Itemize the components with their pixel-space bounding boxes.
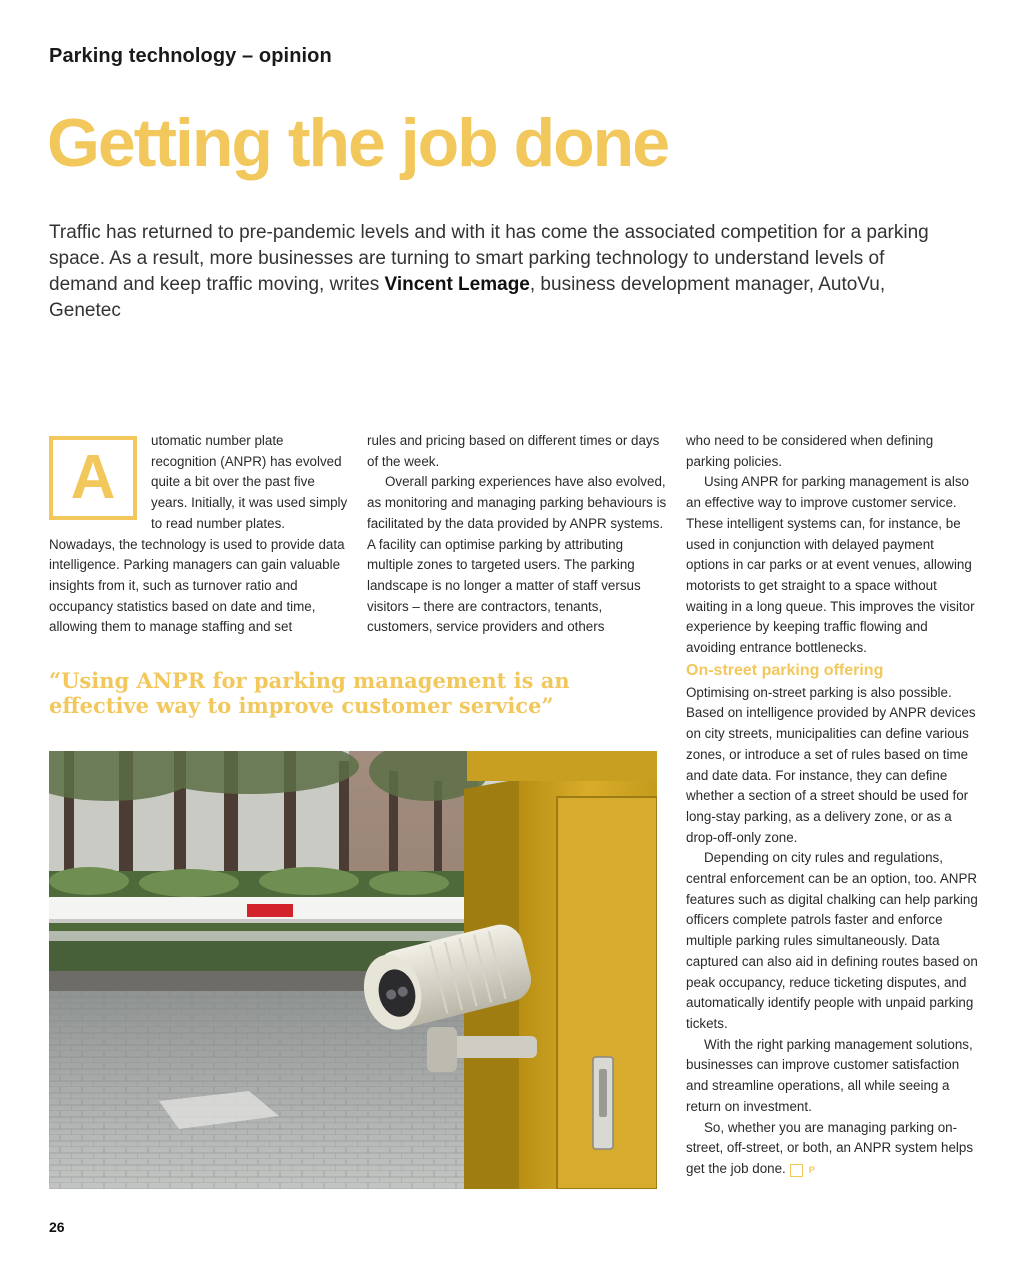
photo-illustration [49, 751, 657, 1189]
article-column-2 [367, 431, 667, 638]
paragraph-6: With the right parking management solutions, businesses can improve customer satisfaction and streamline operations, all while seeing a return on investment. [686, 1036, 973, 1114]
page-number: 26 [49, 1219, 65, 1235]
paragraph-2-part-1: Overall parking experiences have also evolved, as monitoring and managing parking behaviours is facilitated by the data provided by ANPR systems. A facility can optimise parking by attributing multiple zones to targeted users. The parking landscape is no longer a matter of staff versus visitors – there are contractors, tenants, customers, service providers and others [367, 474, 667, 635]
headline: Getting the job done [47, 105, 669, 181]
subhead-on-street: On-street parking offering [686, 661, 884, 679]
paragraph-3: Using ANPR for parking management is also an effective way to improve customer service. These intelligent systems can, for instance, be used in conjunction with delayed payment options in car parks or at event venues, allowing motorists to get straight to a space without waiting in a long queue. This improves the visitor experience by keeping traffic flowing and avoiding entrance bottlenecks. [686, 474, 975, 656]
end-mark-icon: P [790, 1164, 803, 1177]
pull-quote: “Using ANPR for parking management is an effective way to improve customer service” [49, 668, 570, 718]
section-kicker: Parking technology – opinion [49, 45, 332, 67]
paragraph-7-text: So, whether you are managing parking on-street, off-street, or both, an ANPR system helps get the job done. [686, 1119, 974, 1176]
author-role: , business development manager, AutoVu, Genetec [49, 274, 886, 321]
article-column-3 [686, 431, 978, 1180]
paragraph-5: Depending on city rules and regulations, central enforcement can be an option, too. ANPR features such as digital chalking can help parking officers complete patrols faster and enforce multiple parking rules simultaneously. Data captured can also aid in defining routes based on peak occupancy, reduce ticketing disputes, and automatically identify people with unpaid parking tickets. [686, 850, 978, 1031]
paragraph-4: Optimising on-street parking is also possible. Based on intelligence provided by ANPR devices on city streets, municipalities can define various zones, or introduce a set of rules based on time and date data. For instance, they can define whether a section of a street should be used for long-stay parking, as a delivery zone, or as a drop-off-only zone. [686, 684, 976, 845]
standfirst [49, 220, 929, 324]
article-photo-anpr-camera [49, 751, 657, 1189]
paragraph-1-part-2: rules and pricing based on different times or days of the week. [367, 433, 660, 469]
paragraph-1-part-1: utomatic number plate recognition (ANPR) has evolved quite a bit over the past five years. Initially, it was used simply to read number plates. Nowadays, the technology is used to provide data intelligence. Parking managers can gain valuable insights from it, such as turnover ratio and occupancy statistics based on date and time, allowing them to manage staffing and set [49, 433, 348, 635]
paragraph-2-part-2: who need to be considered when defining parking policies. [686, 433, 934, 469]
author-name: Vincent Lemage [384, 274, 530, 295]
paragraph-7 [686, 1118, 978, 1180]
article-column-1 [49, 431, 349, 638]
dropcap: A [49, 436, 137, 520]
standfirst-intro: Traffic has returned to pre-pandemic levels and with it has come the associated competition for a parking space. As a result, more businesses are turning to smart parking technology to understand levels of demand and keep traffic moving, writes [49, 222, 929, 295]
